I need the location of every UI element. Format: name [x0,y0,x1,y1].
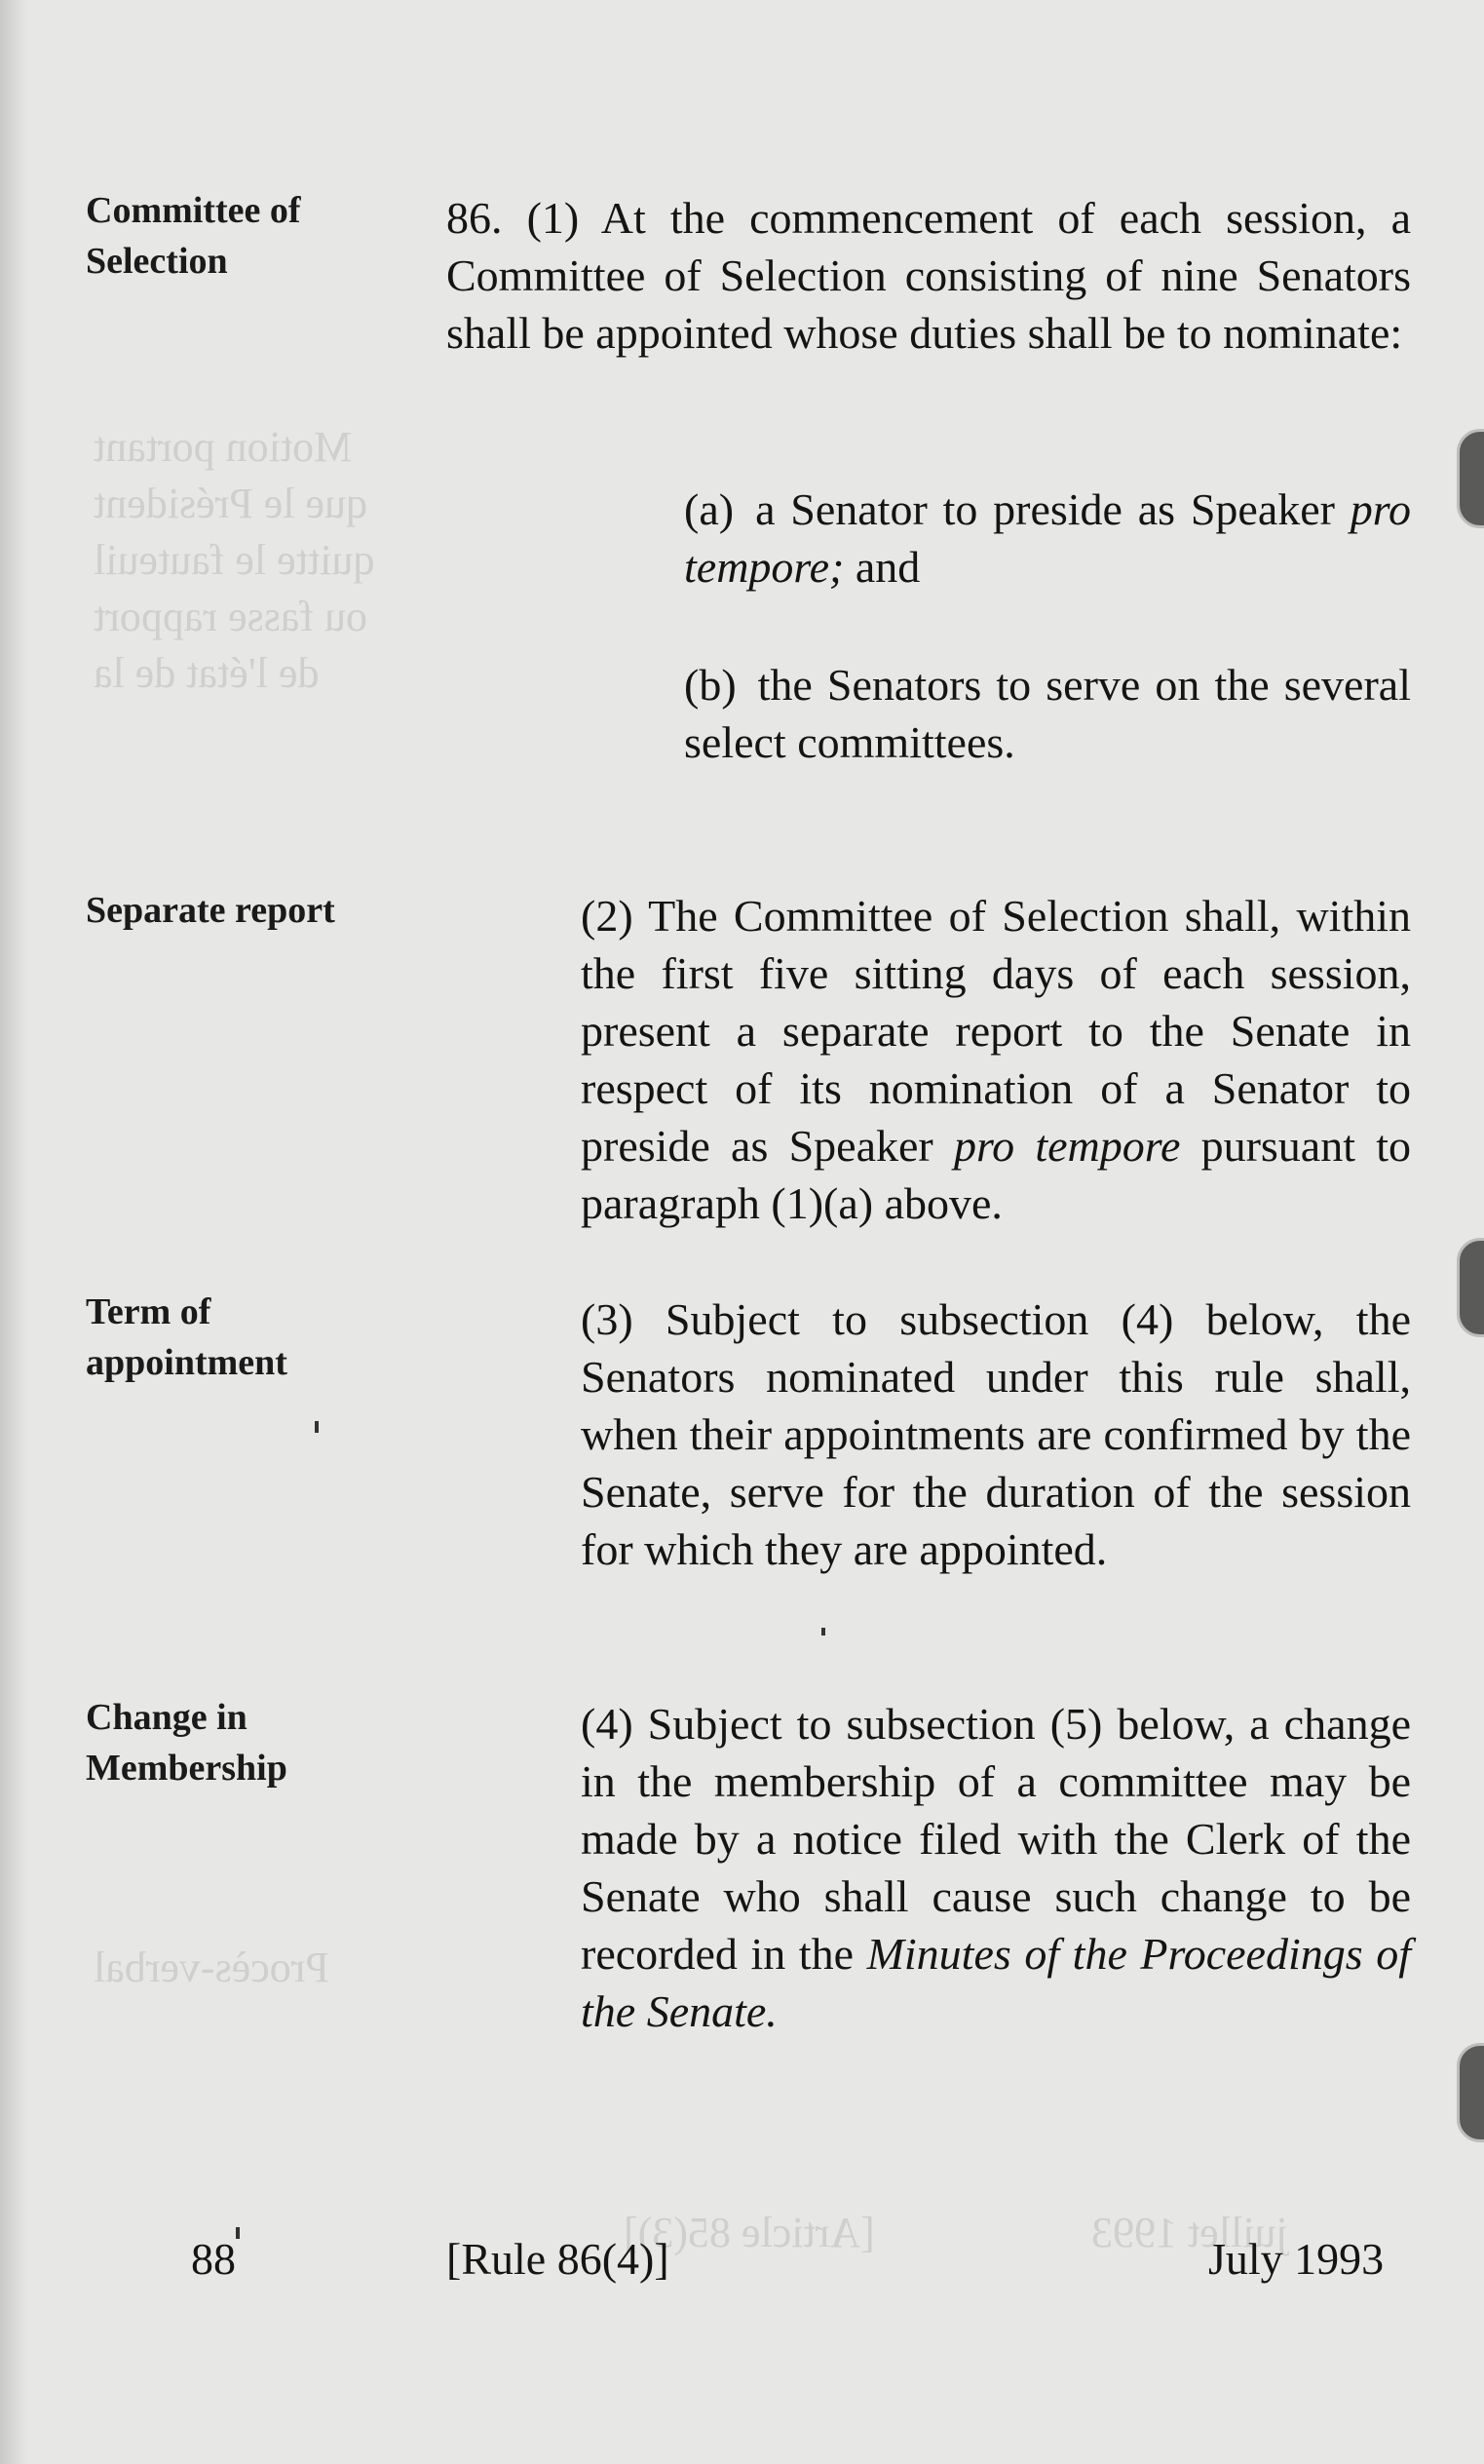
margin-note-separate-report: Separate report [86,890,335,931]
binder-hole [1457,2043,1484,2142]
item-label: (b) [684,660,737,710]
scan-speck [821,1628,825,1636]
bleed-through-text: de l'état de la [94,649,320,697]
item-label: (a) [684,484,735,534]
binder-hole [1457,1238,1484,1337]
page-number: 88 [191,2234,236,2284]
margin-note-change-in-membership: Change in Membership [86,1697,287,1789]
binder-hole [1457,429,1484,528]
scan-speck [315,1421,319,1433]
rule-reference: [Rule 86(4)] [446,2234,669,2284]
bleed-through-text: Procès-verbal [94,1944,329,1991]
margin-note-term-of-appointment: Term of appointment [86,1291,287,1383]
bleed-through-text: [Article 85(3)] [624,2209,875,2256]
scan-speck [236,2227,240,2239]
italic-term: pro tempore; [684,484,1411,592]
rule-86-1-intro: 86. (1) At the commencement of each session, a Committee of Selection consisting of nine Senators shall be appointed whose duties shall be to nominate: [446,193,1411,358]
rule-86-2: (2) The Committee of Selection shall, within the first five sitting days of each session, present a separate report to the Senate in respect of its nomination of a Senator to preside as Speaker pro tempore pursuant to paragraph (1)(a) above. [581,891,1411,1228]
rule-86-3: (3) Subject to subsection (4) below, the Senators nominated under this rule shall, when their appointments are confirmed by the Senate, serve for the duration of the session for which they are appointed. [581,1294,1411,1574]
rule-86-1-b: (b) the Senators to serve on the several select committees. [684,660,1411,767]
italic-title: Minutes of the Proceedings of the Senate. [581,1929,1411,2036]
bleed-through-text: quitte le fauteuil [94,536,375,584]
rule-86-1-a: (a) a Senator to preside as Speaker pro tempore; and [684,484,1411,592]
bleed-through-text: juillet 1993 [1091,2209,1288,2256]
bleed-through-text: ou fasse rapport [94,593,368,640]
publication-date: July 1993 [1208,2234,1385,2284]
margin-note-committee-of-selection: Committee of Selection [86,190,301,282]
bleed-through-text: Motion portant [94,423,353,471]
italic-term: pro tempore [953,1121,1181,1171]
bleed-through-text: que le Président [94,480,368,527]
rule-86-4: (4) Subject to subsection (5) below, a change in the membership of a committee may be made by a notice filed with the Clerk of the Senate who shall cause such change to be recorded in the Minutes of the Proceedings of the Senate. [581,1699,1411,2036]
